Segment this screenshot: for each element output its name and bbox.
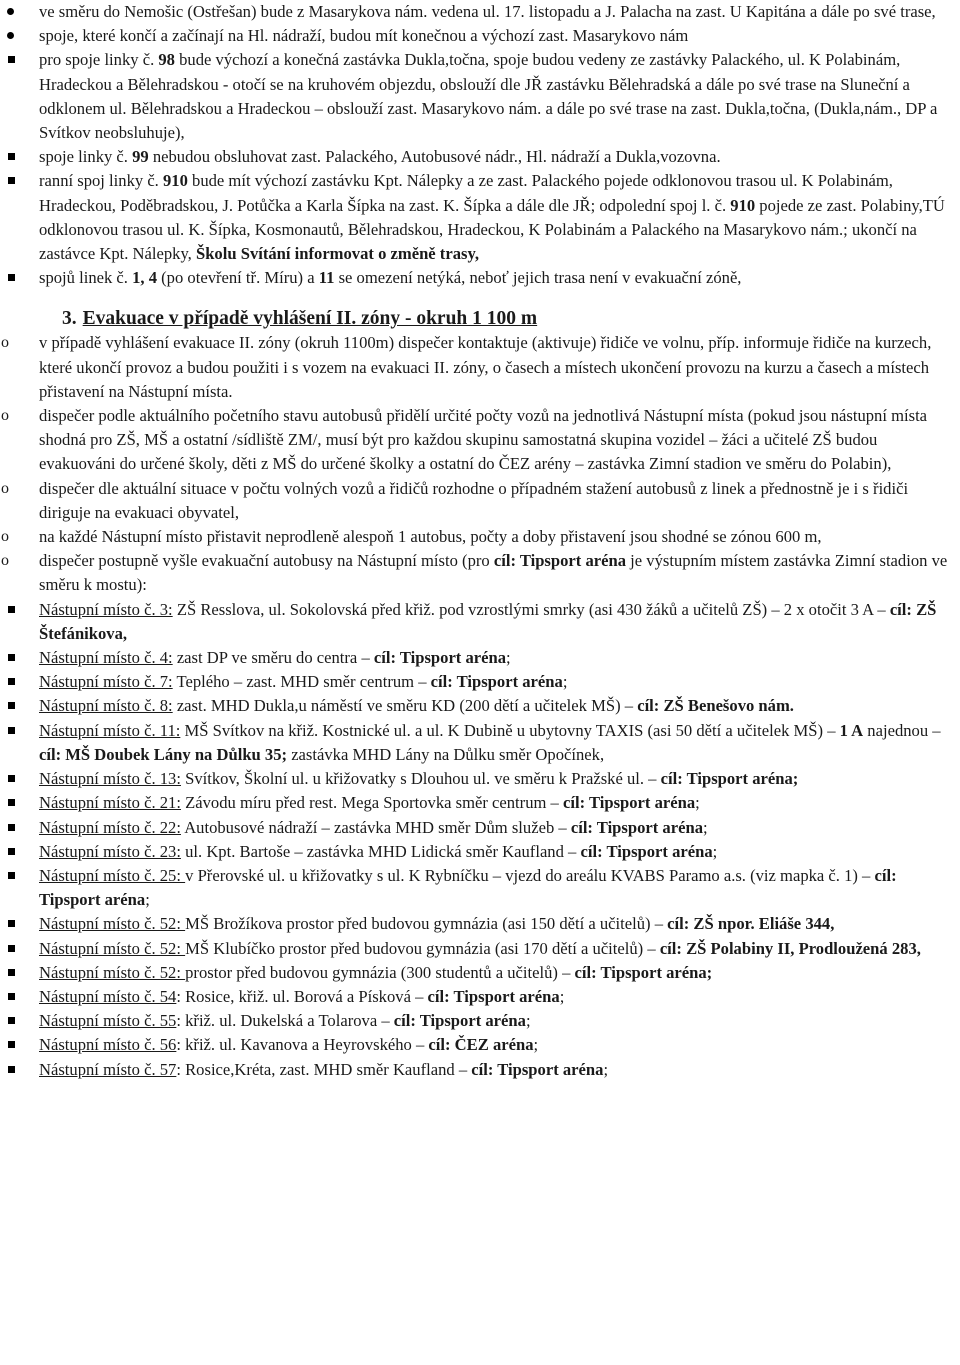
list-item	[0, 767, 956, 791]
text-segment: cíl: Tipsport aréna	[563, 793, 696, 813]
text-segment: cíl: Tipsport aréna;	[660, 769, 799, 789]
list-item	[0, 266, 956, 290]
top-bullet-list	[0, 0, 956, 290]
text-segment: na každé Nástupní místo přistavit neprodleně alespoň 1 autobus, počty a doby přistavení jsou shodné se zónou 600 m,	[39, 527, 822, 547]
text-segment: MŠ Klubíčko prostor před budovou gymnázia (asi 170 dětí a učitelů) –	[185, 938, 660, 958]
text-segment: zast. MHD Dukla,u náměstí ve směru KD (200 dětí a učitelek MŠ) –	[172, 696, 638, 716]
text-segment: zastávka MHD Lány na Důlku směr Opočínek,	[287, 744, 605, 764]
text-segment: ;	[525, 1011, 531, 1031]
text-segment: pro spoje linky č.	[39, 50, 159, 70]
list-item	[0, 1009, 956, 1033]
text-segment: Svítkov, Školní ul. u křižovatky s Dlouhou ul. ve směru k Pražské ul. –	[180, 769, 661, 789]
text-segment: spojů linek č.	[39, 268, 133, 288]
list-item	[0, 404, 956, 477]
text-segment: Nástupní místo č. 4:	[39, 648, 173, 668]
text-segment: dispečer dle aktuální situace v počtu volných vozů a řidičů rozhodne o případném stažení autobusů z linek a přednostně je i s řidiči diriguje na evakuaci obyvatel,	[39, 478, 909, 522]
text-segment: bude výchozí a konečná zastávka Dukla,točna, spoje budou vedeny ze zastávky Palackého, ul. K Polabinám, Hradeckou a Bělehradskou - otočí se na kruhovém objezdu, obslouží dle JŘ zastávku Bělehradská a dále po své trase na Sluneční a odklonem ul. Bělehradskou a Hradeckou – obslouží zast. Masarykovo nám. a dále po své trase na zast. Dukla,točna, (Dukla,nám., DP a Svítkov neobsluhuje),	[39, 50, 938, 143]
text-segment: 1, 4	[132, 268, 157, 288]
list-item	[0, 477, 956, 525]
list-item	[0, 0, 956, 24]
list-item	[0, 961, 956, 985]
text-segment: cíl: Tipsport aréna	[373, 648, 507, 668]
text-segment: je výstupním místem zastávka Zimní stadion ve směru k mostu):	[39, 551, 948, 595]
text-segment: cíl: MŠ Doubek Lány na Důlku 35;	[39, 744, 288, 764]
list-item	[0, 24, 956, 48]
text-segment: MŠ Brožíkova prostor před budovou gymnázia (asi 150 dětí a učitelů) –	[185, 914, 668, 934]
text-segment: cíl: Tipsport aréna	[393, 1011, 526, 1031]
list-item	[0, 331, 956, 404]
text-segment: ;	[506, 648, 511, 668]
text-segment: Nástupní místo č. 22:	[39, 817, 181, 837]
text-segment: dispečer podle aktuálního početního stavu autobusů přidělí určité počty vozů na jednotlivá Nástupní místa (pokud jsou nástupní místa shodná pro ZŠ, MŠ a ostatní /sídliště ZM/, musí být pro každou skupinu samostatná skupina vozidel – žáci a učitelé ZŠ budou evakuováni do určené školy, děti z MŠ do určené školky a ostatní do ČEZ arény – zastávka Zimní stadion ve směru do Polabin),	[39, 406, 928, 474]
list-item	[0, 840, 956, 864]
text-segment: : Rosice, křiž. ul. Borová a Písková –	[176, 986, 428, 1006]
text-segment: 11	[318, 268, 335, 288]
list-item	[0, 937, 956, 961]
text-segment: Nástupní místo č. 13:	[39, 769, 181, 789]
list-item	[0, 912, 956, 936]
text-segment: Nástupní místo č. 52:	[39, 962, 186, 982]
text-segment: najednou –	[863, 720, 941, 740]
text-segment: ul. Kpt. Bartoše – zastávka MHD Lidická směr Kaufland –	[180, 841, 581, 861]
text-segment: cíl: Tipsport aréna	[427, 986, 560, 1006]
text-segment: : křiž. ul. Kavanova a Heyrovského –	[176, 1035, 429, 1055]
section-title: Evakuace v případě vyhlášení II. zóny - okruh 1 100 m	[82, 308, 538, 330]
text-segment: Autobusové nádraží – zastávka MHD směr Dům služeb –	[180, 817, 571, 837]
list-item	[0, 145, 956, 169]
list-item	[0, 169, 956, 266]
list-item	[0, 525, 956, 549]
text-segment: Nástupní místo č. 11:	[39, 720, 181, 740]
text-segment: Teplého – zast. MHD směr centrum –	[172, 672, 431, 692]
list-item	[0, 48, 956, 145]
text-segment: Závodu míru před rest. Mega Sportovka směr centrum –	[180, 793, 563, 813]
text-segment: 1 A	[839, 720, 864, 740]
text-segment: zast DP ve směru do centra –	[172, 648, 374, 668]
text-segment: cíl: Tipsport aréna	[471, 1059, 604, 1079]
text-segment: Nástupní místo č. 7:	[39, 672, 173, 692]
text-segment: ;	[703, 817, 708, 837]
text-segment: spoje, které končí a začínají na Hl. nádraží, budou mít konečnou a výchozí zast. Masarykovo nám	[39, 26, 689, 46]
list-item	[0, 598, 956, 646]
text-segment: Nástupní místo č. 21:	[39, 793, 181, 813]
text-segment: : Rosice,Kréta, zast. MHD směr Kaufland –	[176, 1059, 472, 1079]
text-segment: ;	[712, 841, 718, 861]
text-segment: ve směru do Nemošic (Ostřešan) bude z Masarykova nám. vedena ul. 17. listopadu a J. Palacha na zast. U Kapitána a dále po své trase,	[39, 2, 936, 21]
list-item	[0, 864, 956, 912]
text-segment: cíl: Tipsport aréna	[493, 551, 627, 571]
text-segment: spoje linky č.	[39, 147, 133, 167]
text-segment: Nástupní místo č. 52:	[39, 938, 186, 958]
text-segment: cíl: ZŠ Polabiny II, Prodloužená 283,	[659, 938, 921, 958]
text-segment: cíl: ZŠ Benešovo nám.	[637, 696, 794, 716]
text-segment: (po otevření tř. Míru) a	[157, 268, 319, 288]
text-segment: Nástupní místo č. 54	[39, 986, 177, 1006]
text-segment: MŠ Svítkov na křiž. Kostnické ul. a ul. K Dubině u ubytovny TAXIS (asi 50 dětí a učitelek MŠ) –	[180, 720, 840, 740]
text-segment: cíl: Tipsport aréna	[39, 865, 897, 910]
text-segment: dispečer postupně vyšle evakuační autobusy na Nástupní místo (pro	[39, 551, 494, 571]
text-segment: prostor před budovou gymnázia (300 studentů a učitelů) –	[185, 962, 575, 982]
list-item	[0, 719, 956, 767]
text-segment: Nástupní místo č. 55	[39, 1011, 177, 1031]
text-segment: se omezení netýká, neboť jejich trasa není v evakuační zóně,	[334, 268, 742, 288]
text-segment: ranní spoj linky č.	[39, 171, 163, 191]
text-segment: cíl: Tipsport aréna	[430, 672, 563, 692]
text-segment: v Přerovské ul. u křižovatky s ul. K Rybníčku – vjezd do areálu KVABS Paramo a.s. (viz mapka č. 1) –	[185, 865, 875, 885]
evacuation-list	[0, 331, 956, 1081]
text-segment: Nástupní místo č. 23:	[39, 841, 181, 861]
text-segment: v případě vyhlášení evakuace II. zóny (okruh 1100m) dispečer kontaktuje (aktivuje) řidiče ve volnu, příp. informuje řidiče na kurzech, které ukončí provoz a budou použiti i s vozem na evakuaci II. zóny, o časech a místech ukončení provozu na kurzu a časech a místech přistavení na Nástupní místa.	[39, 333, 932, 401]
text-segment: Školu Svítání informovat o změně trasy,	[195, 244, 479, 264]
list-item	[0, 985, 956, 1009]
list-item	[0, 1033, 956, 1057]
text-segment: Nástupní místo č. 25:	[39, 865, 186, 885]
section-heading	[62, 307, 956, 331]
section-number: 3.	[62, 308, 77, 330]
text-segment: ;	[562, 672, 568, 692]
text-segment: ;	[145, 890, 150, 910]
text-segment: 98	[158, 50, 175, 70]
list-item	[0, 1058, 956, 1082]
text-segment: ;	[603, 1059, 609, 1079]
text-segment: Nástupní místo č. 56	[39, 1035, 177, 1055]
text-segment: bude mít výchozí zastávku Kpt. Nálepky a ze zast. Palackého pojede odklonovou trasou ul. K Polabinám, Hradeckou, Poděbradskou, J. Potůčka a Karla Šípka na zast. K. Šípka a dále dle JŘ; odpolední spoj l. č.	[39, 171, 893, 215]
text-segment: pojede ze zast. Polabiny,TÚ odklonovou trasou ul. K. Šípka, Kosmonautů, Bělehradskou, Hradeckou, K Polabinám a Palackého na Masarykovo nám.; ukončí na zastávce Kpt. Nálepky,	[39, 195, 945, 264]
text-segment: cíl: Tipsport aréna	[580, 841, 713, 861]
text-segment: cíl: ZŠ npor. Eliáše 344,	[667, 914, 835, 934]
text-segment: Nástupní místo č. 3:	[39, 599, 173, 619]
text-segment: : křiž. ul. Dukelská a Tolarova –	[176, 1011, 394, 1031]
list-item	[0, 791, 956, 815]
text-segment: cíl: Tipsport aréna	[570, 817, 703, 837]
text-segment: cíl: Tipsport aréna;	[574, 962, 713, 982]
text-segment: cíl: ZŠ Štefánikova,	[39, 599, 937, 643]
text-segment: 910	[162, 171, 188, 191]
list-item	[0, 646, 956, 670]
list-item	[0, 549, 956, 597]
text-segment: ;	[559, 986, 565, 1006]
text-segment: ;	[533, 1035, 539, 1055]
text-segment: ZŠ Resslova, ul. Sokolovská před křiž. pod vzrostlými smrky (asi 430 žáků a učitelů ZŠ) – 2 x otočit 3 A –	[172, 599, 890, 619]
text-segment: ;	[695, 793, 700, 813]
text-segment: 99	[132, 147, 149, 167]
list-item	[0, 670, 956, 694]
list-item	[0, 816, 956, 840]
text-segment: Nástupní místo č. 8:	[39, 696, 173, 716]
text-segment: nebudou obsluhovat zast. Palackého, Autobusové nádr., Hl. nádraží a Dukla,vozovna.	[148, 147, 721, 167]
text-segment: cíl: ČEZ aréna	[428, 1035, 534, 1055]
list-item	[0, 694, 956, 718]
text-segment: Nástupní místo č. 57	[39, 1059, 177, 1079]
text-segment: 910	[730, 195, 756, 215]
text-segment: Nástupní místo č. 52:	[39, 914, 186, 934]
